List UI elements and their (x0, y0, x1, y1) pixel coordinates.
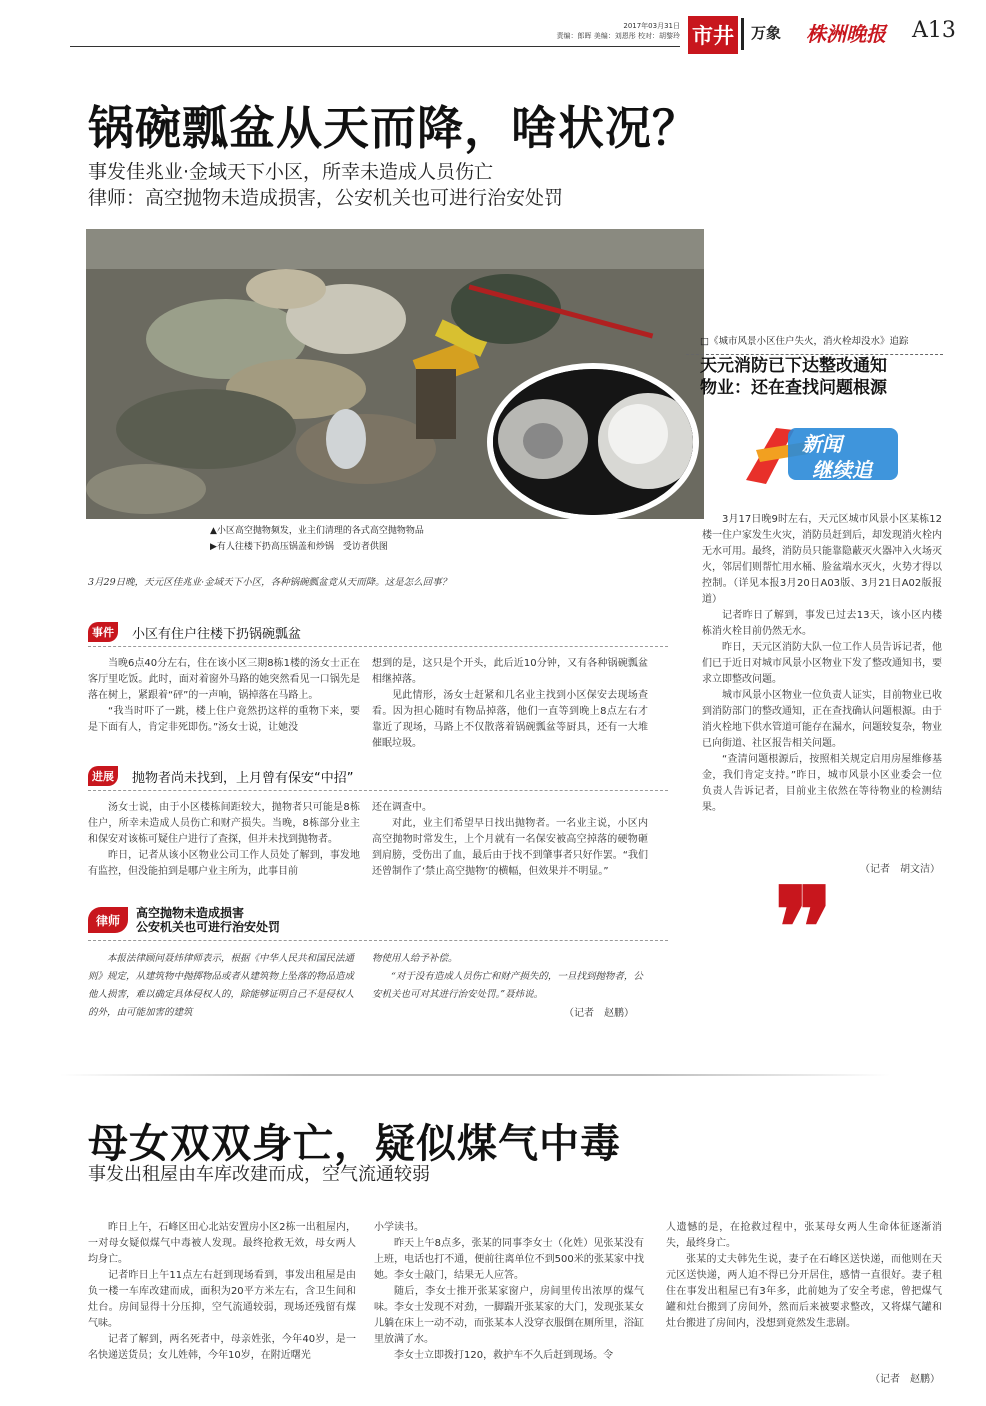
paragraph: 还在调查中。 (372, 802, 432, 813)
tag-progress-badge: 进展 (88, 766, 118, 786)
paragraph: 李女士立即拨打120，救护车不久后赶到现场。令 (394, 1350, 614, 1361)
section-tag: 市井 (688, 16, 738, 54)
sec2-col1 (88, 800, 360, 880)
article1-lead: 3月29日晚，天元区佳兆业·金域天下小区，各种锅碗瓢盆竟从天而降。这是怎么回事？ (88, 577, 452, 588)
sidebar-title1: 天元消防已下达整改通知 (700, 356, 887, 376)
paragraph: 记者昨日上午11点左右赶到现场看到，事发出租屋是由负一楼一车库改建而成，面积为20平方米左右，含卫生间和灶台。房间显得十分压抑，空气流通较弱，现场还残留有煤气味。 (88, 1270, 356, 1329)
sidebar-title2: 物业：还在查找问题根源 (700, 378, 887, 398)
section-divider (741, 18, 744, 50)
tag-event-title: 小区有住户往楼下扔锅碗瓢盆 (132, 626, 302, 642)
paragraph: 昨日，记者从该小区物业公司工作人员处了解到，事发地有监控，但没能拍到是哪户业主所为，此事目前 (88, 850, 360, 877)
article2-byline: （记者 赵鹏） (870, 1374, 940, 1385)
logo-top-text: 新闻 (802, 432, 842, 456)
tag-lawyer-title1: 高空抛物未造成损害 (136, 906, 245, 920)
tag-event (88, 622, 301, 642)
sec1-col2 (372, 656, 648, 752)
article1-title: 锅碗瓢盆从天而降，啥状况？ (88, 101, 699, 155)
sec3-col2 (372, 950, 648, 1004)
article-separator (60, 1074, 890, 1076)
article1-subtitle1: 事发佳兆业·金域天下小区，所幸未造成人员伤亡 (88, 161, 494, 183)
pot-lid-inset-photo (487, 363, 699, 521)
paragraph: 见此情形，汤女士赶紧和几名业主找到小区保安去现场查看。因为担心随时有物品掉落，他们一直等到晚上8点左右才靠近了现场，马路上不仅散落着锅碗瓢盆等厨具，还有一大堆催眠垃圾。 (372, 690, 648, 749)
sec2-col2 (372, 800, 648, 880)
tag-lawyer-titles (128, 906, 280, 934)
quote-mark-icon: ❞ (774, 863, 834, 992)
article2-subtitle: 事发出租屋由车库改建而成，空气流通较弱 (88, 1164, 430, 1185)
paper-name: 株洲晚报 (806, 22, 886, 46)
sidebar-kicker: □《城市风景小区住户失火，消火栓却没水》追踪 (700, 336, 909, 347)
paragraph: “我当时吓了一跳，楼上住户竟然扔这样的重物下来，要是下面有人，肯定非死即伤。”汤女士说，让她没 (88, 706, 360, 733)
divider (88, 646, 668, 647)
paragraph: 昨日，天元区消防大队一位工作人员告诉记者，他们已于近日对城市风景小区物业下发了整改通知书，要求立即整改问题。 (702, 642, 942, 685)
paragraph: 小学读书。 (374, 1222, 424, 1233)
sec3-col1 (88, 950, 360, 1022)
paragraph: 昨天上午8点多，张某的同事李女士（化姓）见张某没有上班，电话也打不通，便前往离单位不到500米的张某家中找她。李女士敲门，结果无人应答。 (374, 1238, 644, 1281)
photo-caption-2: ▶有人往楼下扔高压锅盖和炒锅 受访者供图 (210, 542, 388, 552)
article1-byline: （记者 赵鹏） (564, 1008, 634, 1019)
tag-lawyer (88, 906, 280, 934)
paragraph: 想到的是，这只是个开头，此后近10分钟，又有各种锅碗瓢盆相继掉落。 (372, 658, 648, 685)
logo-bottom-text: 继续追 (812, 458, 872, 482)
tag-event-badge: 事件 (88, 622, 118, 642)
paragraph: 对此，业主们希望早日找出抛物者。一名业主说，小区内高空抛物时常发生，上个月就有一名保安被高空掉落的硬物砸到肩膀，受伤出了血，最后由于找不到肇事者只好作罢。“我们还曾制作了‘禁止高空抛物’的横幅，但效果并不明显。” (372, 818, 648, 877)
news-followup-logo (736, 420, 906, 490)
paragraph: “查清问题根源后，按照相关规定启用房屋维修基金，我们肯定支持。”昨日，城市风景小区业委会一位负责人告诉记者，目前业主依然在等待物业的检测结果。 (702, 754, 942, 813)
paragraph: 3月17日晚9时左右，天元区城市风景小区某栋12楼一住户家发生火灾，消防员赶到后，却发现消火栓内无水可用。最终，消防员只能靠隐蔽灭火器冲入火场灭火，邻居们则帮忙用水桶、脸盆端水灭火，火势才得以控制。（详见本报3月20日A03版、3月21日A02版报道） (702, 514, 942, 605)
article2-col2 (374, 1220, 644, 1364)
header-date: 2017年03月31日 (623, 22, 680, 30)
header-rule (70, 46, 680, 47)
subsection-label: 万象 (751, 24, 782, 42)
paragraph: 随后，李女士推开张某家窗户，房间里传出浓厚的煤气味。李女士发现不对劲，一脚踹开张某家的大门，发现张某女儿躺在床上一动不动，而张某本人没穿衣服倒在厕所里，浴缸里放满了水。 (374, 1286, 644, 1345)
page-number: A13 (912, 18, 956, 43)
paragraph: 城市风景小区物业一位负责人证实，目前物业已收到消防部门的整改通知，正在查找确认问题根源。由于消火栓地下供水管道可能存在漏水，问题较复杂，物业已向街道、社区报告相关问题。 (702, 690, 942, 749)
divider (88, 790, 668, 791)
tag-progress (88, 766, 353, 786)
header-editors: 责编：郎晖 美编：刘恩彤 校对：胡黎玲 (556, 32, 680, 40)
paragraph: 记者昨日了解到，事发已过去13天，该小区内楼栋消火栓目前仍然无水。 (702, 610, 942, 637)
paragraph: 人遗憾的是，在抢救过程中，张某母女两人生命体征逐渐消失，最终身亡。 (666, 1222, 942, 1249)
article2-title: 母女双双身亡，疑似煤气中毒 (88, 1121, 621, 1167)
article2-col1 (88, 1220, 356, 1364)
paragraph: “对于没有造成人员伤亡和财产损失的，一旦找到抛物者，公安机关也可对其进行治安处罚。”聂炜说。 (372, 971, 643, 1000)
paragraph: 张某的丈夫韩先生说，妻子在石峰区送快递，而他则在天元区送快递，两人迫不得已分开居住，感情一直很好。妻子租住在事发出租屋已有3年多，此前她为了安全考虑，曾把煤气罐和灶台搬到了房间外，然而后来被要求整改，又将煤气罐和灶台搬进了房间内，没想到竟然发生悲剧。 (666, 1254, 942, 1329)
paragraph: 昨日上午，石峰区田心北站安置房小区2栋一出租屋内，一对母女疑似煤气中毒被人发现。最终抢救无效，母女两人均身亡。 (88, 1222, 356, 1265)
paragraph: 当晚6点40分左右，住在该小区三期8栋1楼的汤女士正在客厅里吃饭。此时，面对着窗外马路的她突然看见一口锅先是落在树上，紧跟着“砰”的一声响，锅掉落在马路上。 (88, 658, 360, 701)
article1-subtitle2: 律师：高空抛物未造成损害，公安机关也可进行治安处罚 (88, 187, 564, 209)
paragraph: 汤女士说，由于小区楼栋间距较大，抛物者只可能是8栋住户，所幸未造成人员伤亡和财产损失。当晚，8栋部分业主和保安对该栋可疑住户进行了查探，但并未找到抛物者。 (88, 802, 360, 845)
photo-caption-1: ▲小区高空抛物频发，业主们清理的各式高空抛物物品 (210, 526, 424, 536)
paragraph: 记者了解到，两名死者中，母亲姓张，今年40岁，是一名快递送货员；女儿姓韩，今年10岁，在附近曙光 (88, 1334, 356, 1361)
paragraph: 物使用人给予补偿。 (372, 953, 458, 964)
sidebar-rule (686, 354, 943, 355)
tag-lawyer-badge: 律师 (88, 907, 128, 933)
sidebar-body (702, 512, 942, 816)
paragraph: 本报法律顾问聂炜律师表示，根据《中华人民共和国民法通则》规定，从建筑物中抛掷物品或者从建筑物上坠落的物品造成他人损害，难以确定具体侵权人的，除能够证明自己不是侵权人的外，由可能加害的建筑 (88, 953, 355, 1018)
article2-col3 (666, 1220, 942, 1332)
tag-progress-title: 抛物者尚未找到，上月曾有保安“中招” (132, 770, 354, 786)
sec1-col1 (88, 656, 360, 736)
sidebar-byline: （记者 胡文洁） (860, 864, 940, 875)
tag-lawyer-title2: 公安机关也可进行治安处罚 (136, 920, 281, 934)
divider (88, 940, 668, 941)
